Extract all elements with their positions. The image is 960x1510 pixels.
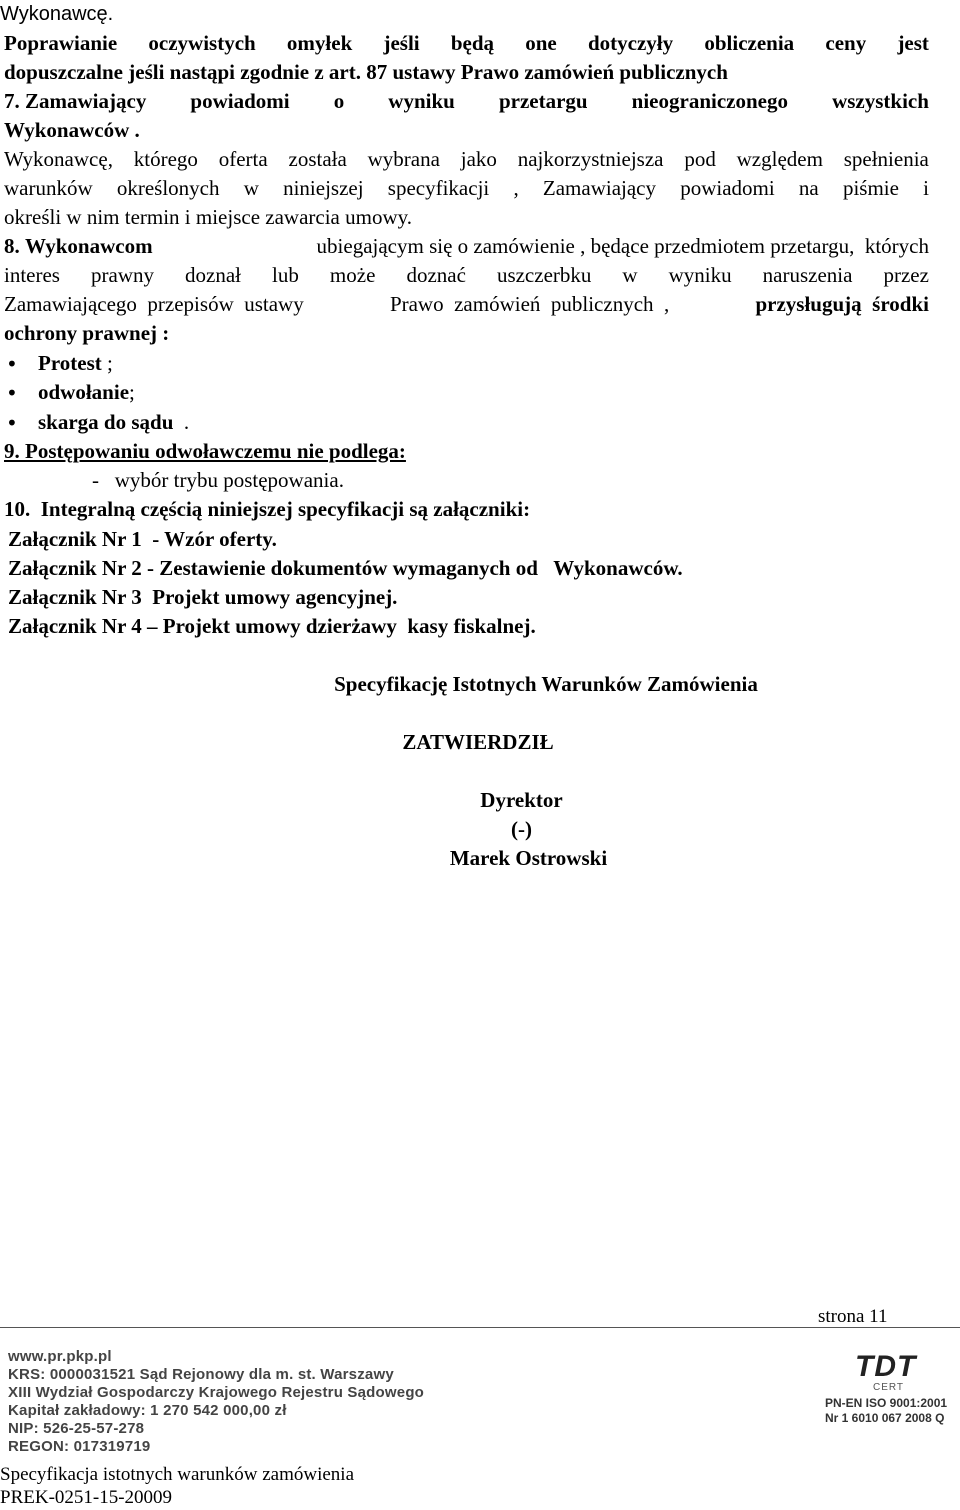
word: jeśli xyxy=(383,31,420,55)
word: powiadomi xyxy=(680,176,775,200)
approval-spec-title: Specyfikację Istotnych Warunków Zamówienia xyxy=(334,672,758,696)
word: określonych xyxy=(116,176,220,200)
word: uszczerbku xyxy=(496,263,592,287)
tdt-cert-logo xyxy=(825,1350,960,1426)
word: naruszenia xyxy=(762,263,853,287)
attachment-item: Załącznik Nr 2 - Zestawienie dokumentów wymaganych od Wykonawców. xyxy=(8,556,683,580)
word: warunków xyxy=(4,176,93,200)
attachment-item: Załącznik Nr 1 - Wzór oferty. xyxy=(8,527,277,551)
bullet-icon: • xyxy=(6,411,18,435)
text-span: Prawo zamówień publicznych , xyxy=(389,292,670,316)
word: pod xyxy=(684,147,716,171)
bullet-icon: • xyxy=(6,352,18,376)
word: najkorzystniejsza xyxy=(517,147,664,171)
section-8-line3 xyxy=(4,292,929,316)
word: dotyczyły xyxy=(587,31,674,55)
word: na xyxy=(798,176,819,200)
section-number: 8. xyxy=(4,234,20,258)
logo-iso: PN-EN ISO 9001:2001 xyxy=(825,1396,948,1410)
logo-brand: TDT xyxy=(855,1350,917,1383)
text-line: ochrony prawnej : xyxy=(4,321,170,345)
text-line: Wykonawców . xyxy=(4,118,140,142)
list-item xyxy=(38,351,113,375)
word: doznać xyxy=(406,263,466,287)
word: Poprawianie xyxy=(4,31,118,55)
word: one xyxy=(525,31,557,55)
word: wszystkich xyxy=(832,89,929,113)
footer-line: Kapitał zakładowy: 1 270 542 000,00 zł xyxy=(8,1402,287,1419)
footer-divider xyxy=(0,1327,960,1328)
list-item-label: odwołanie xyxy=(38,380,130,404)
word: będą xyxy=(450,31,495,55)
word: obliczenia xyxy=(704,31,795,55)
word: nieograniczonego xyxy=(631,89,788,113)
list-item-label: skarga do sądu xyxy=(38,410,174,434)
justified-line xyxy=(4,176,929,200)
attachment-item: Załącznik Nr 4 – Projekt umowy dzierżawy kasy fiskalnej. xyxy=(8,614,536,638)
footer-line: REGON: 017319719 xyxy=(8,1438,151,1455)
text-span: Zamawiającego przepisów ustawy xyxy=(4,292,304,316)
word: oczywistych xyxy=(148,31,256,55)
word: względem xyxy=(736,147,823,171)
word: niniejszej xyxy=(283,176,364,200)
list-item xyxy=(38,410,189,434)
approver-name: Marek Ostrowski xyxy=(449,846,608,870)
word: przetargu xyxy=(498,89,588,113)
word: omyłek xyxy=(286,31,353,55)
word: wyniku xyxy=(388,89,455,113)
word: powiadomi xyxy=(190,89,290,113)
list-item-suffix: ; xyxy=(101,351,113,375)
word: wybrana xyxy=(367,147,440,171)
section-keyword: Wykonawcom xyxy=(25,234,153,258)
word: interes xyxy=(4,263,60,287)
text-line: Wykonawcę. xyxy=(0,3,114,25)
section-10-heading: 10. Integralną częścią niniejszej specyfikacji są załączniki: xyxy=(4,497,531,521)
word: specyfikacji xyxy=(387,176,490,200)
word: i xyxy=(923,176,929,200)
list-item xyxy=(38,380,135,404)
section-text: ubiegającym się o zamówienie , będące przedmiotem przetargu, których xyxy=(316,234,929,258)
section-8-heading xyxy=(4,234,929,258)
text-line: określi w nim termin i miejsce zawarcia umowy. xyxy=(4,205,413,229)
list-item-label: Protest xyxy=(38,351,102,375)
justified-line xyxy=(4,89,929,113)
word: , xyxy=(513,176,519,200)
word: w xyxy=(622,263,638,287)
footer-line: XIII Wydział Gospodarczy Krajowego Rejestru Sądowego xyxy=(8,1384,425,1401)
bullet-icon: • xyxy=(6,381,18,405)
logo-number: Nr 1 6010 067 2008 Q xyxy=(825,1411,945,1425)
justified-line xyxy=(4,147,929,171)
footer-line: KRS: 0000031521 Sąd Rejonowy dla m. st. Warszawy xyxy=(8,1366,394,1383)
text-line: - wybór trybu postępowania. xyxy=(92,468,344,492)
word: Zamawiający xyxy=(542,176,656,200)
word: lub xyxy=(272,263,299,287)
word: piśmie xyxy=(842,176,899,200)
word: wyniku xyxy=(668,263,732,287)
justified-line xyxy=(4,263,929,287)
word: spełnienia xyxy=(843,147,929,171)
document-code: PREK-0251-15-20009 xyxy=(0,1487,173,1508)
word: o xyxy=(333,89,345,113)
word: 7. Zamawiający xyxy=(4,89,147,113)
word: którego xyxy=(133,147,198,171)
word: jest xyxy=(897,31,929,55)
list-item-suffix: . xyxy=(173,410,190,434)
footer-line: NIP: 526-25-57-278 xyxy=(8,1420,145,1437)
section-9-heading: 9. Postępowaniu odwoławczemu nie podlega: xyxy=(4,439,406,463)
text-span: przysługują środki xyxy=(755,292,929,316)
word: oferta xyxy=(218,147,268,171)
word: ceny xyxy=(825,31,867,55)
word: jako xyxy=(460,147,497,171)
word: przez xyxy=(883,263,929,287)
page-number: strona 11 xyxy=(818,1306,888,1327)
attachment-item: Załącznik Nr 3 Projekt umowy agencyjnej. xyxy=(8,585,398,609)
word: doznał xyxy=(185,263,242,287)
text-line: dopuszczalne jeśli nastąpi zgodnie z art. 87 ustawy Prawo zamówień publicznych xyxy=(4,60,728,84)
word: Wykonawcę, xyxy=(4,147,113,171)
footer-line: www.pr.pkp.pl xyxy=(8,1348,112,1365)
word: w xyxy=(243,176,259,200)
word: może xyxy=(329,263,376,287)
list-item-suffix: ; xyxy=(129,380,135,404)
word: została xyxy=(288,147,347,171)
approver-role: Dyrektor xyxy=(480,788,563,812)
justified-line xyxy=(4,31,929,55)
approval-label: ZATWIERDZIŁ xyxy=(402,730,554,754)
word: prawny xyxy=(91,263,154,287)
document-title-footer: Specyfikacja istotnych warunków zamówienia xyxy=(0,1464,355,1485)
signature-mark: (-) xyxy=(511,817,532,841)
logo-cert: CERT xyxy=(873,1382,905,1393)
